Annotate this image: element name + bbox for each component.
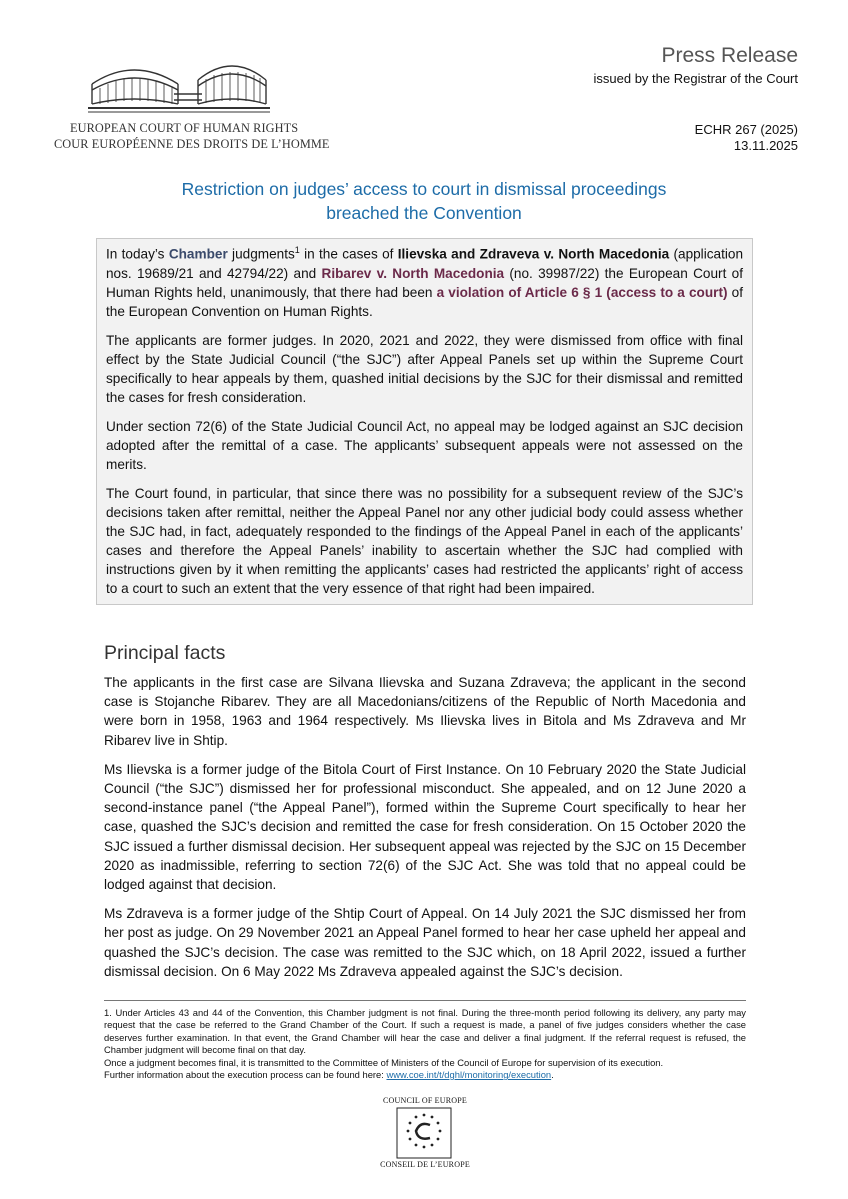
chamber-term: Chamber bbox=[168, 246, 228, 262]
court-name-fr: COUR EUROPÉENNE DES DROITS DE L’HOMME bbox=[54, 137, 330, 151]
principal-facts-heading: Principal facts bbox=[104, 642, 226, 664]
coe-name-fr: CONSEIL DE L’EUROPE bbox=[380, 1160, 470, 1169]
principal-facts-body bbox=[104, 673, 746, 991]
reference-number: ECHR 267 (2025) bbox=[694, 122, 798, 137]
issued-by: issued by the Registrar of the Court bbox=[593, 71, 798, 86]
summary-paragraph-4: The Court found, in particular, that since there was no possibility for a subsequent review of the SJC’s decisions taken after remittal, neither the Appeal Panel nor any other judicial body could assess whether the SJC had, in fact, adequately responded to the findings of the Appeal Panel in each of the applicants’ cases and therefore the Appeal Panels’ inability to ascertain whether the SJC had complied with instructions given by it when remitting the applicants’ cases had restricted the applicants’ right of access to a court to such an extent that the very essence of that right had been impaired. bbox=[106, 485, 743, 596]
summary-box bbox=[96, 238, 753, 605]
footnote-divider bbox=[104, 1000, 746, 1001]
summary-paragraph-1: In today’s Chamber judgments$^1$ in the cases of Ilievska and Zdraveva v. North Macedonia (application nos. 19689/21 and 42794/22) and Ribarev v. North Macedonia (no. 39987/22) the European Court of Human Rights held, unanimously, that there had been a violation of Article 6 § 1 (access to a court) of the European Convention on Human Rights. bbox=[106, 245, 743, 319]
court-name-en: EUROPEAN COURT OF HUMAN RIGHTS bbox=[70, 121, 299, 135]
court-building-logo bbox=[86, 50, 272, 114]
council-of-europe-logo-icon bbox=[396, 1107, 452, 1159]
summary-paragraph-2: The applicants are former judges. In 2020, 2021 and 2022, they were dismissed from office with final effect by the State Judicial Council (“the SJC”) after Appeal Panels set up within the Supreme Court specifically to hear appeals by them, quashed initial decisions by the SJC for their dismissal and remitted the cases for fresh consideration. bbox=[106, 332, 743, 405]
title-line-1: Restriction on judges’ access to court in dismissal proceedings bbox=[181, 179, 667, 199]
execution-link[interactable]: www.coe.int/t/dghl/monitoring/execution bbox=[386, 1069, 552, 1081]
footnote-paragraph-3: Further information about the execution process can be found here: www.coe.int/t/dghl/monitoring/execution. bbox=[104, 1069, 554, 1081]
release-date: 13.11.2025 bbox=[733, 138, 798, 153]
case-name-2: Ribarev v. North Macedonia bbox=[321, 265, 505, 281]
case-name-1: Ilievska and Zdraveva v. North Macedonia bbox=[397, 246, 670, 262]
title-line-2: breached the Convention bbox=[326, 203, 522, 223]
footnote-paragraph-2: Once a judgment becomes final, it is transmitted to the Committee of Ministers of the Council of Europe for supervision of its execution. bbox=[104, 1056, 664, 1068]
summary-paragraph-3: Under section 72(6) of the State Judicial Council Act, no appeal may be lodged against an SJC decision adopted after the remittal of a case. The applicants’ subsequent appeals were not assessed on the merits. bbox=[106, 418, 743, 472]
footnote-ref: 1 bbox=[294, 245, 300, 255]
coe-name-en: COUNCIL OF EUROPE bbox=[383, 1096, 467, 1105]
footnote bbox=[104, 1007, 746, 1081]
footnote-paragraph-1: 1. Under Articles 43 and 44 of the Convention, this Chamber judgment is not final. During the three-month period following its delivery, any party may request that the case be referred to the Grand Chamber of the Court. If such a request is made, a panel of five judges considers whether the case deserves further examination. In that event, the Grand Chamber will hear the case and deliver a final judgment. If the referral request is refused, the Chamber judgment will become final on that day. bbox=[104, 1007, 746, 1056]
violation-text: a violation of Article 6 § 1 (access to a court) bbox=[436, 284, 728, 300]
press-release-heading: Press Release bbox=[661, 44, 798, 67]
facts-paragraph: Ms Ilievska is a former judge of the Bitola Court of First Instance. On 10 February 2020 the State Judicial Council (“the SJC”) dismissed her for professional misconduct. She appealed, and on 12 June 2020 a second-instance panel (“the Appeal Panel”), formed within the Supreme Court specifically to hear her case, quashed the SJC’s decision and remitted the case for fresh consideration. On 15 October 2020 the SJC issued a further dismissal decision. Her subsequent appeal was rejected by the SJC on 15 December 2020 as inadmissible, referring to section 72(6) of the SJC Act. She was told that no appeal could be lodged against that decision. bbox=[104, 761, 746, 893]
reference-block bbox=[695, 122, 798, 154]
facts-paragraph: The applicants in the first case are Silvana Ilievska and Suzana Zdraveva; the applicant in the second case is Stojanche Ribarev. They are all Macedonians/citizens of the Republic of North Macedonia and were born in 1958, 1963 and 1964 respectively. Ms Ilievska lives in Bitola and Ms Zdraveva and Mr Ribarev live in Shtip. bbox=[104, 675, 746, 748]
page-title bbox=[100, 177, 748, 225]
facts-paragraph: Ms Zdraveva is a former judge of the Shtip Court of Appeal. On 14 July 2021 the SJC dismissed her from her post as judge. On 29 November 2021 an Appeal Panel formed to hear her case upheld her appeal and quashed the SJC’s decision. The case was remitted to the SJC which, on 18 April 2022, issued a further dismissal decision. On 6 May 2022 Ms Zdraveva appealed against the SJC’s decision. bbox=[104, 906, 746, 979]
